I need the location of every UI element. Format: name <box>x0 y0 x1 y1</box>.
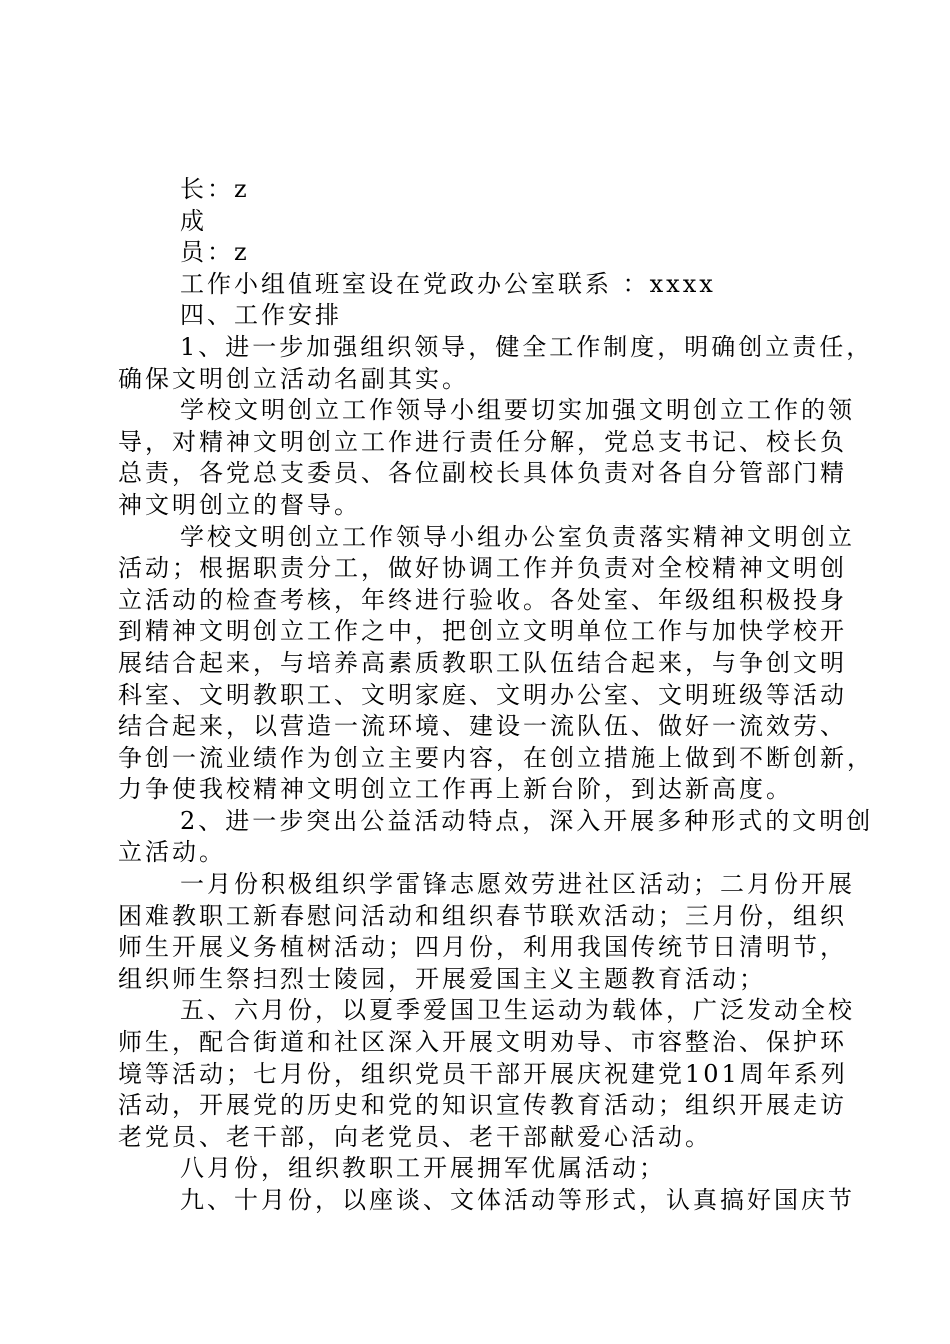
text-line: 师生，配合街道和社区深入开展文明劝导、市容整治、保护环 <box>118 1028 847 1057</box>
text-line: 工作小组值班室设在党政办公室联系 ：xxxx <box>180 269 716 298</box>
text-line: 成 <box>180 206 207 235</box>
text-line: 结合起来，以营造一流环境、建设一流队伍、做好一流效劳、 <box>118 712 847 741</box>
text-line: 组织师生祭扫烈士陵园，开展爱国主义主题教育活动； <box>118 964 766 993</box>
text-line: 活动，开展党的历史和党的知识宣传教育活动；组织开展走访 <box>118 1091 847 1120</box>
text-line: 1、进一步加强组织领导，健全工作制度，明确创立责任， <box>180 332 874 361</box>
text-line: 四、工作安排 <box>180 301 342 330</box>
text-line: 长：z <box>180 175 250 203</box>
text-line: 争创一流业绩作为创立主要内容，在创立措施上做到不断创新， <box>118 743 874 772</box>
text-line: 力争使我校精神文明创立工作再上新台阶，到达新高度。 <box>118 775 793 804</box>
text-line: 八月份，组织教职工开展拥军优属活动； <box>180 1154 666 1183</box>
text-line: 学校文明创立工作领导小组办公室负责落实精神文明创立 <box>180 522 855 551</box>
text-line: 困难教职工新春慰问活动和组织春节联欢活动；三月份，组织 <box>118 901 847 930</box>
text-line: 老党员、老干部，向老党员、老干部献爱心活动。 <box>118 1122 712 1151</box>
text-line: 五、六月份，以夏季爱国卫生运动为载体，广泛发动全校 <box>180 996 855 1025</box>
text-line: 到精神文明创立工作之中，把创立文明单位工作与加快学校开 <box>118 617 847 646</box>
text-line: 神文明创立的督导。 <box>118 490 361 519</box>
text-line: 九、十月份，以座谈、文体活动等形式，认真搞好国庆节 <box>180 1186 855 1214</box>
document-page <box>118 174 878 1217</box>
text-line: 导，对精神文明创立工作进行责任分解，党总支书记、校长负 <box>118 427 847 456</box>
text-line: 确保文明创立活动名副其实。 <box>118 364 469 393</box>
text-line: 总责，各党总支委员、各位副校长具体负责对各自分管部门精 <box>118 459 847 488</box>
text-line: 展结合起来，与培养高素质教职工队伍结合起来，与争创文明 <box>118 648 847 677</box>
text-line: 2、进一步突出公益活动特点，深入开展多种形式的文明创 <box>180 806 874 835</box>
text-line: 立活动的检查考核，年终进行验收。各处室、年级组积极投身 <box>118 585 847 614</box>
text-line: 师生开展义务植树活动；四月份，利用我国传统节日清明节， <box>118 933 847 962</box>
text-line: 员：z <box>180 238 250 267</box>
text-line: 一月份积极组织学雷锋志愿效劳进社区活动；二月份开展 <box>180 870 855 899</box>
text-line: 学校文明创立工作领导小组要切实加强文明创立工作的领 <box>180 396 855 425</box>
text-line: 境等活动；七月份，组织党员干部开展庆祝建党101周年系列 <box>118 1059 848 1088</box>
text-line: 活动；根据职责分工，做好协调工作并负责对全校精神文明创 <box>118 554 847 583</box>
text-line: 立活动。 <box>118 838 226 867</box>
text-line: 科室、文明教职工、文明家庭、文明办公室、文明班级等活动 <box>118 680 847 709</box>
